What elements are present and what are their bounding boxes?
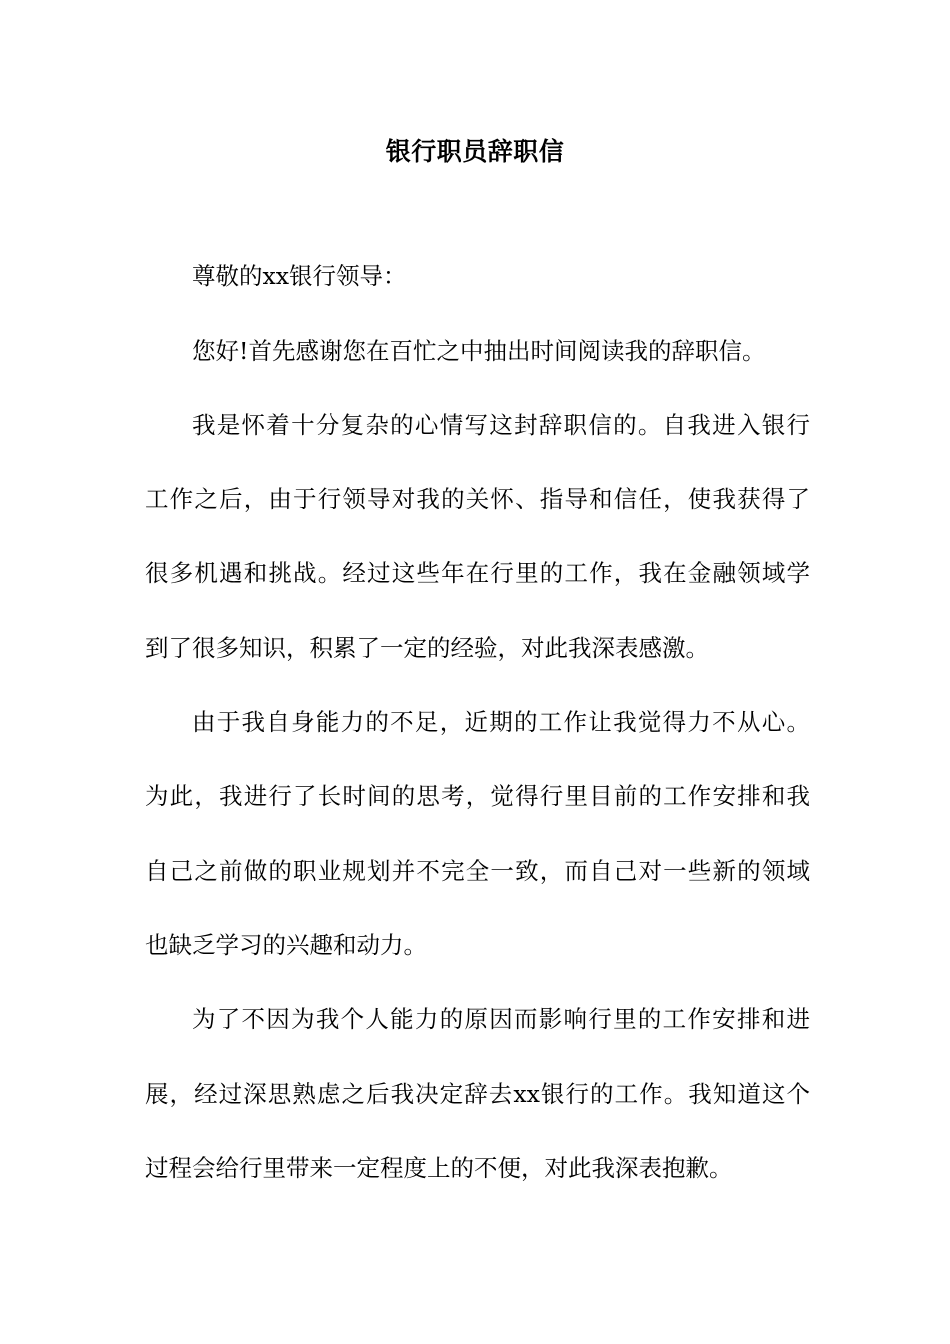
greeting-line: 您好!首先感谢您在百忙之中抽出时间阅读我的辞职信。	[192, 337, 766, 365]
body-line: 展，经过深思熟虑之后我决定辞去xx银行的工作。我知道这个	[145, 1080, 810, 1108]
body-line: 由于我自身能力的不足，近期的工作让我觉得力不从心。	[192, 708, 810, 736]
body-line: 为此，我进行了长时间的思考，觉得行里目前的工作安排和我	[145, 782, 810, 810]
document-title: 银行职员辞职信	[385, 137, 565, 166]
body-line: 为了不因为我个人能力的原因而影响行里的工作安排和进	[192, 1005, 810, 1033]
body-line: 过程会给行里带来一定程度上的不便，对此我深表抱歉。	[145, 1154, 733, 1182]
body-line: 到了很多知识，积累了一定的经验，对此我深表感激。	[145, 634, 709, 662]
body-line: 也缺乏学习的兴趣和动力。	[145, 931, 427, 959]
salutation-line: 尊敬的xx银行领导：	[192, 262, 407, 290]
body-line: 我是怀着十分复杂的心情写这封辞职信的。自我进入银行	[192, 411, 810, 439]
body-line: 自己之前做的职业规划并不完全一致，而自己对一些新的领域	[145, 857, 810, 885]
body-line: 很多机遇和挑战。经过这些年在行里的工作，我在金融领域学	[145, 559, 810, 587]
body-line: 工作之后，由于行领导对我的关怀、指导和信任，使我获得了	[145, 485, 810, 513]
